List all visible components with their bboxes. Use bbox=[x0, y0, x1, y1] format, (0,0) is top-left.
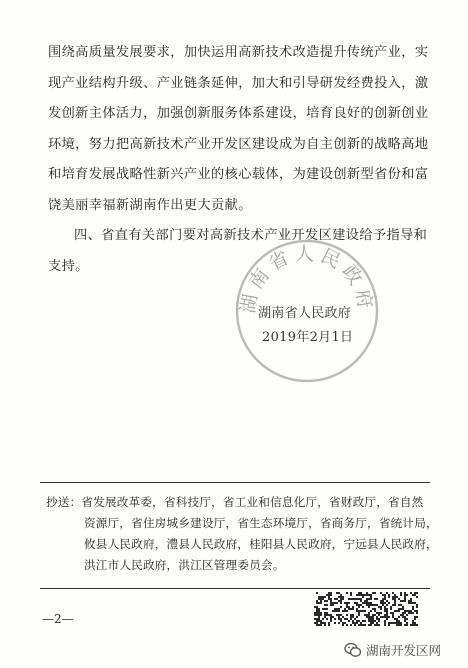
cc-divider-top bbox=[40, 482, 430, 483]
document-barcode bbox=[314, 592, 418, 626]
cc-line: 资源厅，省住房城乡建设厅，省生态环境厅，省商务厅，省统计局， bbox=[84, 516, 438, 530]
issue-date: 2019年2月1日 bbox=[262, 330, 354, 345]
cc-line bbox=[46, 492, 428, 513]
signature-block bbox=[258, 302, 353, 350]
watermark bbox=[344, 639, 441, 661]
page-number: —2— bbox=[42, 612, 74, 626]
cc-recipients: 省发展改革委，省科技厅，省工业和信息化厅，省财政厅，省自然 bbox=[81, 495, 424, 509]
body-line: 四、省直有关部门要对高新技术产业开发区建设给予指导和 bbox=[74, 228, 428, 243]
cc-line: 攸县人民政府，澧县人民政府，桂阳县人民政府，宁远县人民政府， bbox=[84, 537, 438, 551]
wechat-icon bbox=[344, 641, 362, 659]
watermark-text: 湖南开发区网 bbox=[366, 643, 442, 658]
cc-label: 抄送： bbox=[46, 495, 82, 509]
cc-line: 洪江市人民政府，洪江区管理委员会。 bbox=[84, 558, 285, 572]
body-line: 发创新主体活力，加强创新服务体系建设，培育良好的创新创业 bbox=[48, 106, 429, 121]
cc-block bbox=[46, 492, 438, 576]
cc-divider-bottom bbox=[40, 588, 430, 589]
body-line: 围绕高质量发展要求，加快运用高新技术改造提升传统产业，实 bbox=[48, 45, 429, 60]
body-line: 支持。 bbox=[48, 258, 89, 274]
issuer-name: 湖南省人民政府 bbox=[258, 306, 352, 321]
body-line: 现产业结构升级、产业链条延伸，加大和引导研发经费投入，激 bbox=[48, 75, 429, 91]
body-line: 和培育发展战略性新兴产业的核心载体，为建设创新型省份和富 bbox=[48, 167, 429, 182]
body-line: 环境，努力把高新技术产业开发区建设成为自主创新的战略高地 bbox=[48, 136, 429, 152]
body-line: 饶美丽幸福新湖南作出更大贡献。 bbox=[48, 197, 252, 213]
seal-text: 湖南省人民政府 bbox=[236, 242, 378, 316]
